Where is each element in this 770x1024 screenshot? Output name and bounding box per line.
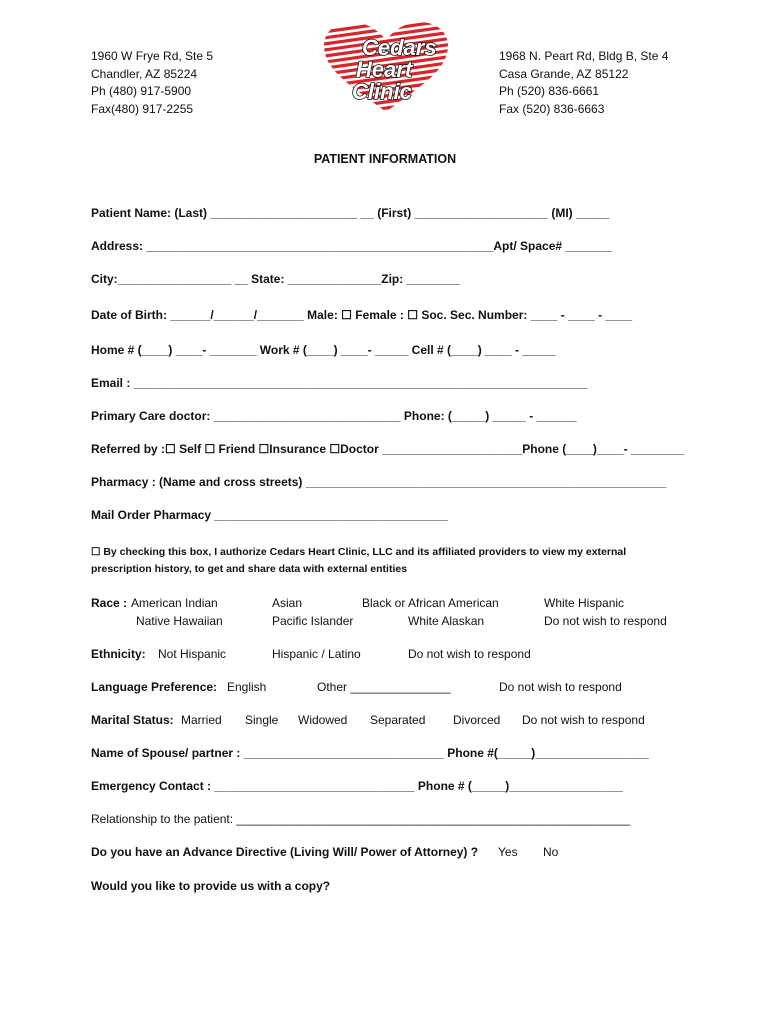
page-title: PATIENT INFORMATION: [313, 152, 457, 166]
marital-option-widowed[interactable]: Widowed: [298, 713, 348, 727]
race-option-asian[interactable]: Asian: [272, 596, 303, 610]
language-label: Language Preference:: [91, 680, 218, 694]
ethnicity-option-no-response[interactable]: Do not wish to respond: [408, 647, 531, 661]
fax-line: Fax(480) 917-2255: [91, 101, 194, 116]
advance-directive-question: Do you have an Advance Directive (Living Will/ Power of Attorney) ?: [91, 845, 479, 859]
logo-word-clinic: Clinic: [352, 79, 412, 104]
city-state-zip-field[interactable]: City:_________________ __ State: ______________Zip: ________: [91, 272, 460, 286]
address-line: Chandler, AZ 85224: [91, 66, 198, 81]
race-option-white-alaskan[interactable]: White Alaskan: [408, 614, 485, 628]
pharmacy-field[interactable]: Pharmacy : (Name and cross streets) ______________________________________________________: [91, 475, 667, 489]
ethnicity-label: Ethnicity:: [91, 647, 146, 661]
language-option-other[interactable]: Other _______________: [317, 680, 451, 694]
address-line: Casa Grande, AZ 85122: [499, 66, 629, 81]
address-field[interactable]: Address: ____________________________________________________Apt/ Space# _______: [91, 239, 613, 253]
phone-line: Ph (520) 836-6661: [499, 84, 600, 98]
clinic-address-chandler: [91, 48, 213, 118]
marital-option-single[interactable]: Single: [245, 713, 279, 727]
cedars-heart-clinic-logo: [318, 20, 454, 114]
address-line: 1960 W Frye Rd, Ste 5: [91, 49, 214, 63]
marital-option-no-response[interactable]: Do not wish to respond: [522, 713, 645, 727]
race-option-no-response[interactable]: Do not wish to respond: [544, 614, 667, 628]
marital-option-married[interactable]: Married: [181, 713, 222, 727]
race-option-white-hispanic[interactable]: White Hispanic: [544, 596, 625, 610]
race-label: Race :: [91, 596, 128, 610]
logo-word-heart: Heart: [356, 57, 413, 82]
fax-line: Fax (520) 836-6663: [499, 101, 605, 116]
ethnicity-option-not-hispanic[interactable]: Not Hispanic: [158, 647, 227, 661]
mail-order-pharmacy-field[interactable]: Mail Order Pharmacy ___________________________________: [91, 508, 448, 522]
phone-line: Ph (480) 917-5900: [91, 84, 192, 98]
marital-option-divorced[interactable]: Divorced: [453, 713, 501, 727]
marital-option-separated[interactable]: Separated: [370, 713, 426, 727]
race-option-pacific-islander[interactable]: Pacific Islander: [272, 614, 354, 628]
clinic-address-casa-grande: [499, 48, 668, 118]
patient-name-field[interactable]: Patient Name: (Last) ______________________ __ (First) ____________________ (MI) _____: [91, 206, 610, 220]
email-field[interactable]: Email : ____________________________________________________________________: [91, 376, 588, 390]
race-option-black[interactable]: Black or African American: [362, 596, 499, 610]
language-option-no-response[interactable]: Do not wish to respond: [499, 680, 622, 694]
phone-numbers-field[interactable]: Home # (____) ____- _______ Work # (____) ____- _____ Cell # (____) ____ - _____: [91, 343, 556, 357]
relationship-field[interactable]: Relationship to the patient: ___________________________________________________________: [91, 812, 631, 826]
referred-by-field[interactable]: Referred by :☐ Self ☐ Friend ☐Insurance ☐Doctor _____________________Phone (____)____- ________: [91, 442, 685, 456]
language-option-english[interactable]: English: [227, 680, 267, 694]
primary-care-doctor-field[interactable]: Primary Care doctor: ____________________________ Phone: (_____) _____ - ______: [91, 409, 577, 423]
advance-directive-no[interactable]: No: [543, 845, 559, 859]
race-option-native-hawaiian[interactable]: Native Hawaiian: [136, 614, 223, 628]
dob-sex-ssn-field[interactable]: Date of Birth: ______/______/_______ Male: ☐ Female : ☐ Soc. Sec. Number: ____ - ____ - ____: [91, 308, 633, 322]
copy-question: Would you like to provide us with a copy?: [91, 879, 331, 893]
race-option-american-indian[interactable]: American Indian: [131, 596, 218, 610]
spouse-partner-field[interactable]: Name of Spouse/ partner : ______________________________ Phone #(_____)_________________: [91, 746, 649, 760]
address-line: 1968 N. Peart Rd, Bldg B, Ste 4: [499, 49, 669, 63]
authorization-checkbox-text[interactable]: ☐ By checking this box, I authorize Cedars Heart Clinic, LLC and its affiliated providers to view my external prescription history, to get and share data with external entities: [91, 546, 627, 575]
advance-directive-yes[interactable]: Yes: [498, 845, 518, 859]
emergency-contact-field[interactable]: Emergency Contact : ______________________________ Phone # (_____)_________________: [91, 779, 623, 793]
marital-status-label: Marital Status:: [91, 713, 174, 727]
logo-word-cedars: Cedars: [362, 35, 437, 60]
ethnicity-option-hispanic[interactable]: Hispanic / Latino: [272, 647, 361, 661]
